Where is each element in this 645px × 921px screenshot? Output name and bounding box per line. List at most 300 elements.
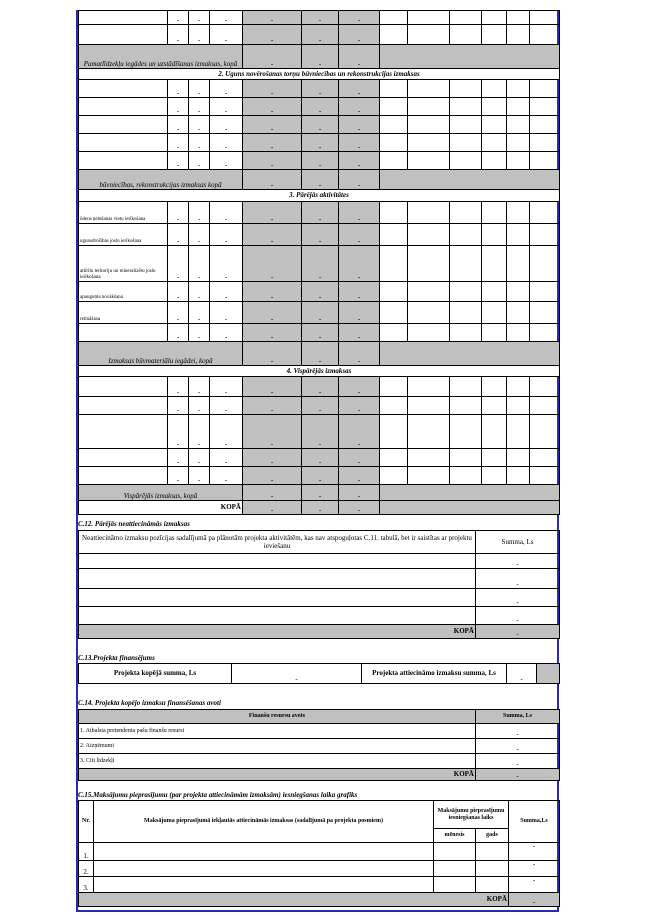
cost-item-label[interactable]: attīrītu teritoriju un mineralizētu joslu ierīkošana — [79, 246, 168, 282]
cost-empty-cell[interactable] — [380, 116, 408, 134]
c15-total-label: KOPĀ — [79, 893, 509, 907]
cost-empty-cell[interactable] — [450, 25, 482, 45]
cost-value-cell[interactable]: - — [189, 467, 210, 485]
cost-value-cell[interactable]: - — [210, 397, 243, 415]
cost-value-cell[interactable]: - — [302, 11, 339, 25]
cost-item-label[interactable] — [79, 152, 168, 170]
cost-value-cell[interactable]: - — [243, 25, 302, 45]
cost-empty-cell[interactable] — [507, 467, 530, 485]
cost-empty-cell[interactable] — [482, 98, 507, 116]
c14-row-label: 2. Aizņēmumi — [79, 739, 476, 754]
cost-value-cell[interactable]: - — [302, 116, 339, 134]
cost-value-cell[interactable]: - — [243, 282, 302, 302]
c15-month[interactable] — [434, 861, 476, 877]
c15-month[interactable] — [434, 843, 476, 861]
cost-value-cell[interactable]: - — [243, 415, 302, 449]
cost-value-cell[interactable]: - — [339, 377, 380, 397]
cost-value-cell[interactable]: - — [210, 80, 243, 98]
cost-value-cell[interactable]: - — [339, 202, 380, 224]
cost-value-cell[interactable]: - — [243, 224, 302, 246]
cost-empty-cell[interactable] — [408, 324, 450, 342]
cost-empty-cell[interactable] — [408, 224, 450, 246]
cost-empty-cell[interactable] — [408, 302, 450, 324]
section-total-value: - — [302, 45, 339, 69]
cost-empty-cell[interactable] — [482, 224, 507, 246]
cost-empty-cell[interactable] — [482, 449, 507, 467]
c12-row[interactable] — [79, 589, 476, 607]
cost-item-label[interactable] — [79, 397, 168, 415]
c15-sum[interactable]: - — [509, 843, 560, 861]
cost-empty-cell[interactable] — [530, 25, 560, 45]
cost-item-label[interactable] — [79, 25, 168, 45]
cost-value-cell[interactable]: - — [210, 324, 243, 342]
cost-empty-cell[interactable] — [380, 25, 408, 45]
cost-value-cell[interactable]: - — [210, 134, 243, 152]
cost-empty-cell[interactable] — [450, 224, 482, 246]
cost-empty-cell[interactable] — [380, 282, 408, 302]
section-total-value: - — [243, 485, 302, 501]
cost-empty-cell[interactable] — [530, 116, 560, 134]
cost-empty-cell[interactable] — [530, 377, 560, 397]
cost-value-cell[interactable]: - — [243, 202, 302, 224]
cost-empty-cell[interactable] — [380, 302, 408, 324]
cost-value-cell[interactable]: - — [168, 282, 189, 302]
c15-nr-header: Nr. — [79, 801, 94, 843]
cost-empty-cell[interactable] — [380, 80, 408, 98]
section-total-value: - — [339, 170, 380, 190]
cost-empty-cell[interactable] — [408, 25, 450, 45]
cost-value-cell[interactable]: - — [210, 377, 243, 397]
cost-empty-cell[interactable] — [482, 377, 507, 397]
cost-value-cell[interactable]: - — [302, 377, 339, 397]
cost-value-cell[interactable]: - — [168, 397, 189, 415]
cost-value-cell[interactable]: - — [339, 224, 380, 246]
cost-empty-cell[interactable] — [530, 80, 560, 98]
c12-title: C.12. Pārējās neattiecināmās izmaksas — [78, 520, 190, 528]
cost-value-cell[interactable]: - — [168, 80, 189, 98]
c13-eligible-value[interactable]: - — [507, 664, 537, 684]
c11-cost-table — [78, 10, 560, 515]
cost-empty-cell[interactable] — [380, 246, 408, 282]
cost-empty-cell[interactable] — [450, 134, 482, 152]
c14-sum[interactable]: - — [476, 724, 560, 739]
cost-empty-cell[interactable] — [408, 377, 450, 397]
cost-value-cell[interactable]: - — [189, 397, 210, 415]
cost-empty-cell[interactable] — [482, 11, 507, 25]
cost-item-label[interactable]: apauguma novākšana — [79, 282, 168, 302]
cost-empty-cell[interactable] — [507, 282, 530, 302]
cost-value-cell[interactable]: - — [243, 152, 302, 170]
cost-value-cell[interactable]: - — [210, 415, 243, 449]
cost-value-cell[interactable]: - — [243, 80, 302, 98]
cost-value-cell[interactable]: - — [189, 25, 210, 45]
cost-empty-cell[interactable] — [507, 302, 530, 324]
cost-empty-cell[interactable] — [450, 449, 482, 467]
c14-source-header: Finanšu resursu avots — [79, 710, 476, 724]
cost-value-cell[interactable]: - — [189, 246, 210, 282]
c12-row[interactable] — [79, 569, 476, 589]
cost-empty-cell[interactable] — [380, 324, 408, 342]
c12-sum[interactable]: - — [476, 554, 560, 569]
cost-empty-cell[interactable] — [530, 202, 560, 224]
c14-table — [78, 709, 560, 781]
cost-empty-cell[interactable] — [530, 98, 560, 116]
section1-total-label: Pamatlīdzekļu iegādes un uzstādīšanas izmaksas, kopā — [79, 45, 243, 69]
cost-empty-cell[interactable] — [408, 134, 450, 152]
c15-sum[interactable]: - — [509, 861, 560, 877]
cost-empty-cell[interactable] — [408, 202, 450, 224]
section4-title: 4. Vispārējās izmaksas — [79, 366, 560, 377]
cost-item-label[interactable]: retināšana — [79, 302, 168, 324]
cost-value-cell[interactable]: - — [189, 415, 210, 449]
cost-empty-cell[interactable] — [507, 377, 530, 397]
cost-empty-cell[interactable] — [380, 224, 408, 246]
c12-description: Neattiecināmo izmaksu pozīcijas sadalījumā pa plānotām projekta aktivitātēm, kas nav atspoguļotas C.11. tabulā, bet ir saistītas ar projektu ieviešanu — [79, 531, 476, 554]
cost-value-cell[interactable]: - — [302, 152, 339, 170]
cost-empty-cell[interactable] — [507, 80, 530, 98]
cost-empty-cell[interactable] — [507, 224, 530, 246]
c14-total-label: KOPĀ — [79, 769, 476, 781]
cost-empty-cell[interactable] — [380, 377, 408, 397]
cost-value-cell[interactable]: - — [302, 134, 339, 152]
c12-row[interactable] — [79, 607, 476, 625]
cost-item-label[interactable]: ūdens ņemšanas vietu ierīkošana — [79, 202, 168, 224]
c14-row-label: 3. Citi līdzekļi — [79, 754, 476, 769]
cost-value-cell[interactable]: - — [302, 467, 339, 485]
cost-value-cell[interactable]: - — [339, 397, 380, 415]
cost-value-cell[interactable]: - — [168, 415, 189, 449]
cost-value-cell[interactable]: - — [168, 202, 189, 224]
cost-item-label[interactable] — [79, 324, 168, 342]
cost-empty-cell[interactable] — [408, 80, 450, 98]
cost-empty-cell[interactable] — [380, 202, 408, 224]
cost-empty-cell[interactable] — [380, 152, 408, 170]
cost-value-cell[interactable]: - — [189, 202, 210, 224]
cost-value-cell[interactable]: - — [243, 246, 302, 282]
c14-total: - — [476, 769, 560, 781]
cost-value-cell[interactable]: - — [168, 467, 189, 485]
c12-total: - — [476, 625, 560, 639]
cost-value-cell[interactable]: - — [189, 302, 210, 324]
c14-sum[interactable]: - — [476, 754, 560, 769]
cost-value-cell[interactable]: - — [243, 324, 302, 342]
c15-row-nr: 1. — [79, 843, 94, 861]
c14-sum[interactable]: - — [476, 739, 560, 754]
cost-empty-cell[interactable] — [408, 116, 450, 134]
cost-empty-cell[interactable] — [507, 134, 530, 152]
cost-value-cell[interactable]: - — [339, 302, 380, 324]
cost-empty-cell[interactable] — [408, 98, 450, 116]
cost-item-label[interactable]: ugunsdrošības joslu ierīkošana — [79, 224, 168, 246]
cost-value-cell[interactable]: - — [339, 449, 380, 467]
cost-empty-cell[interactable] — [380, 397, 408, 415]
cost-item-label[interactable] — [79, 116, 168, 134]
cost-item-label[interactable] — [79, 467, 168, 485]
cost-value-cell[interactable]: - — [339, 11, 380, 25]
c14-sum-header: Summa, Ls — [476, 710, 560, 724]
cost-value-cell[interactable]: - — [189, 80, 210, 98]
c15-year[interactable] — [476, 843, 509, 861]
cost-value-cell[interactable]: - — [189, 224, 210, 246]
cost-empty-cell[interactable] — [482, 324, 507, 342]
cost-value-cell[interactable]: - — [302, 415, 339, 449]
cost-empty-cell[interactable] — [482, 80, 507, 98]
cost-value-cell[interactable]: - — [302, 302, 339, 324]
cost-empty-cell[interactable] — [507, 98, 530, 116]
section2-total-label: būvniecības, rekonstrukcijas izmaksas kopā — [79, 170, 243, 190]
cost-value-cell[interactable]: - — [339, 282, 380, 302]
cost-value-cell[interactable]: - — [243, 134, 302, 152]
cost-value-cell[interactable]: - — [168, 302, 189, 324]
cost-value-cell[interactable]: - — [210, 224, 243, 246]
cost-value-cell[interactable]: - — [302, 324, 339, 342]
cost-empty-cell[interactable] — [530, 224, 560, 246]
cost-empty-cell[interactable] — [482, 246, 507, 282]
cost-value-cell[interactable]: - — [168, 449, 189, 467]
cost-empty-cell[interactable] — [450, 282, 482, 302]
cost-empty-cell[interactable] — [408, 11, 450, 25]
cost-value-cell[interactable]: - — [339, 246, 380, 282]
cost-value-cell[interactable]: - — [210, 11, 243, 25]
cost-empty-cell[interactable] — [482, 152, 507, 170]
cost-value-cell[interactable]: - — [168, 11, 189, 25]
c15-year[interactable] — [476, 861, 509, 877]
cost-value-cell[interactable]: - — [243, 98, 302, 116]
cost-value-cell[interactable]: - — [210, 25, 243, 45]
cost-empty-cell[interactable] — [380, 467, 408, 485]
cost-empty-cell[interactable] — [507, 152, 530, 170]
cost-value-cell[interactable]: - — [189, 116, 210, 134]
cost-empty-cell[interactable] — [482, 302, 507, 324]
cost-item-label[interactable] — [79, 377, 168, 397]
cost-value-cell[interactable]: - — [243, 449, 302, 467]
cost-item-label[interactable] — [79, 134, 168, 152]
cost-empty-cell[interactable] — [450, 415, 482, 449]
cost-empty-cell[interactable] — [380, 449, 408, 467]
cost-value-cell[interactable]: - — [210, 467, 243, 485]
cost-value-cell[interactable]: - — [168, 116, 189, 134]
cost-empty-cell[interactable] — [408, 282, 450, 302]
cost-value-cell[interactable]: - — [168, 98, 189, 116]
cost-value-cell[interactable]: - — [168, 152, 189, 170]
c12-sum[interactable]: - — [476, 607, 560, 625]
cost-value-cell[interactable]: - — [302, 282, 339, 302]
c15-row-desc[interactable] — [94, 843, 434, 861]
cost-value-cell[interactable]: - — [243, 116, 302, 134]
cost-empty-cell[interactable] — [482, 397, 507, 415]
cost-empty-cell[interactable] — [450, 202, 482, 224]
cost-value-cell[interactable]: - — [210, 152, 243, 170]
cost-value-cell[interactable]: - — [243, 302, 302, 324]
cost-empty-cell[interactable] — [530, 282, 560, 302]
cost-value-cell[interactable]: - — [339, 467, 380, 485]
cost-empty-cell[interactable] — [450, 246, 482, 282]
cost-empty-cell[interactable] — [482, 415, 507, 449]
section-total-value: - — [302, 342, 339, 366]
cost-value-cell[interactable]: - — [168, 246, 189, 282]
section-total-value: - — [243, 342, 302, 366]
cost-empty-cell[interactable] — [507, 25, 530, 45]
cost-empty-cell[interactable] — [450, 467, 482, 485]
section3-total-label: Izmaksas būvmateriālu iegādei, kopā — [79, 342, 243, 366]
section2-title: 2. Uguns novērošanas torņu būvniecības un rekonstrukcijas izmaksas — [79, 69, 560, 80]
cost-empty-cell[interactable] — [530, 397, 560, 415]
cost-value-cell[interactable]: - — [189, 324, 210, 342]
cost-empty-cell[interactable] — [450, 397, 482, 415]
cost-item-label[interactable] — [79, 98, 168, 116]
cost-empty-cell[interactable] — [507, 415, 530, 449]
grand-total-value: - — [339, 501, 380, 515]
cost-value-cell[interactable]: - — [339, 152, 380, 170]
cost-empty-cell[interactable] — [450, 152, 482, 170]
cost-empty-cell[interactable] — [450, 377, 482, 397]
cost-empty-cell[interactable] — [530, 134, 560, 152]
cost-value-cell[interactable]: - — [302, 224, 339, 246]
section-total-value: - — [339, 485, 380, 501]
c15-year-header: gads — [476, 829, 509, 843]
cost-value-cell[interactable]: - — [210, 98, 243, 116]
c12-sum[interactable]: - — [476, 569, 560, 589]
cost-empty-cell[interactable] — [482, 25, 507, 45]
cost-value-cell[interactable]: - — [189, 98, 210, 116]
cost-empty-cell[interactable] — [530, 467, 560, 485]
cost-value-cell[interactable]: - — [168, 377, 189, 397]
section-total-value: - — [243, 45, 302, 69]
cost-value-cell[interactable]: - — [168, 134, 189, 152]
cost-value-cell[interactable]: - — [210, 246, 243, 282]
cost-empty-cell[interactable] — [530, 302, 560, 324]
cost-value-cell[interactable]: - — [189, 134, 210, 152]
c13-total-label: Projekta kopējā summa, Ls — [79, 664, 232, 684]
cost-empty-cell[interactable] — [507, 449, 530, 467]
c15-month-header: mēnesis — [434, 829, 476, 843]
cost-empty-cell[interactable] — [450, 98, 482, 116]
cost-item-label[interactable] — [79, 80, 168, 98]
cost-empty-cell[interactable] — [482, 116, 507, 134]
cost-item-label[interactable] — [79, 11, 168, 25]
c13-table — [78, 663, 560, 684]
cost-value-cell[interactable]: - — [210, 449, 243, 467]
c13-total-value[interactable]: - — [232, 664, 362, 684]
section-total-value: - — [243, 170, 302, 190]
cost-value-cell[interactable]: - — [189, 282, 210, 302]
cost-empty-cell[interactable] — [408, 246, 450, 282]
cost-value-cell[interactable]: - — [243, 467, 302, 485]
c15-time-header: Maksājumu pieprasījumu iesniegšanas laiks — [434, 801, 509, 829]
cost-value-cell[interactable]: - — [243, 397, 302, 415]
cost-empty-cell[interactable] — [450, 80, 482, 98]
cost-value-cell[interactable]: - — [210, 202, 243, 224]
cost-empty-cell[interactable] — [530, 152, 560, 170]
cost-value-cell[interactable]: - — [339, 116, 380, 134]
c15-desc-header: Maksājuma pieprasījumā iekļautās attiecināmās izmaksas (sadalījumā pa projekta posmiem) — [94, 801, 434, 843]
cost-empty-cell[interactable] — [530, 246, 560, 282]
cost-empty-cell[interactable] — [408, 397, 450, 415]
cost-empty-cell[interactable] — [450, 302, 482, 324]
cost-value-cell[interactable]: - — [339, 25, 380, 45]
cost-value-cell[interactable]: - — [339, 324, 380, 342]
cost-empty-cell[interactable] — [507, 202, 530, 224]
cost-empty-cell[interactable] — [530, 415, 560, 449]
c15-table — [78, 800, 560, 907]
section-total-value: - — [302, 485, 339, 501]
cost-empty-cell[interactable] — [450, 11, 482, 25]
cost-value-cell[interactable]: - — [302, 202, 339, 224]
c15-row-desc[interactable] — [94, 877, 434, 893]
cost-empty-cell[interactable] — [530, 449, 560, 467]
cost-value-cell[interactable]: - — [189, 377, 210, 397]
cost-empty-cell[interactable] — [482, 467, 507, 485]
cost-value-cell[interactable]: - — [302, 449, 339, 467]
cost-value-cell[interactable]: - — [302, 246, 339, 282]
section-total-value: - — [339, 45, 380, 69]
cost-value-cell[interactable]: - — [210, 116, 243, 134]
cost-empty-cell[interactable] — [380, 98, 408, 116]
cost-value-cell[interactable]: - — [210, 282, 243, 302]
c12-row[interactable] — [79, 554, 476, 569]
cost-empty-cell[interactable] — [507, 116, 530, 134]
cost-empty-cell[interactable] — [482, 134, 507, 152]
cost-value-cell[interactable]: - — [302, 80, 339, 98]
cost-value-cell[interactable]: - — [168, 25, 189, 45]
cost-item-label[interactable] — [79, 415, 168, 449]
cost-empty-cell[interactable] — [530, 11, 560, 25]
cost-empty-cell[interactable] — [507, 11, 530, 25]
cost-item-label[interactable] — [79, 449, 168, 467]
cost-value-cell[interactable]: - — [302, 25, 339, 45]
cost-empty-cell[interactable] — [408, 449, 450, 467]
c15-sum[interactable]: - — [509, 877, 560, 893]
cost-empty-cell[interactable] — [380, 415, 408, 449]
cost-value-cell[interactable]: - — [189, 449, 210, 467]
c12-sum[interactable]: - — [476, 589, 560, 607]
cost-value-cell[interactable]: - — [168, 324, 189, 342]
cost-value-cell[interactable]: - — [189, 11, 210, 25]
c15-month[interactable] — [434, 877, 476, 893]
c14-title: C.14. Projekta kopējo izmaksu finansēšanas avoti — [78, 699, 221, 707]
cost-empty-cell[interactable] — [380, 134, 408, 152]
section3-title: 3. Pārējās aktivitātes — [79, 190, 560, 202]
cost-empty-cell[interactable] — [450, 324, 482, 342]
cost-value-cell[interactable]: - — [339, 134, 380, 152]
cost-value-cell[interactable]: - — [189, 152, 210, 170]
grand-total-label: KOPĀ — [79, 501, 243, 515]
cost-empty-cell[interactable] — [507, 246, 530, 282]
cost-empty-cell[interactable] — [507, 397, 530, 415]
cost-value-cell[interactable]: - — [302, 98, 339, 116]
cost-empty-cell[interactable] — [507, 324, 530, 342]
c15-year[interactable] — [476, 877, 509, 893]
cost-empty-cell[interactable] — [380, 11, 408, 25]
cost-empty-cell[interactable] — [482, 202, 507, 224]
cost-value-cell[interactable]: - — [210, 302, 243, 324]
cost-empty-cell[interactable] — [408, 152, 450, 170]
cost-value-cell[interactable]: - — [168, 224, 189, 246]
cost-value-cell[interactable]: - — [243, 11, 302, 25]
section-total-value: - — [339, 342, 380, 366]
cost-empty-cell[interactable] — [450, 116, 482, 134]
c15-row-desc[interactable] — [94, 861, 434, 877]
cost-empty-cell[interactable] — [530, 324, 560, 342]
cost-value-cell[interactable]: - — [243, 377, 302, 397]
cost-value-cell[interactable]: - — [339, 415, 380, 449]
cost-empty-cell[interactable] — [408, 415, 450, 449]
cost-empty-cell[interactable] — [408, 467, 450, 485]
cost-value-cell[interactable]: - — [339, 80, 380, 98]
cost-value-cell[interactable]: - — [339, 98, 380, 116]
cost-value-cell[interactable]: - — [302, 397, 339, 415]
cost-empty-cell[interactable] — [482, 282, 507, 302]
